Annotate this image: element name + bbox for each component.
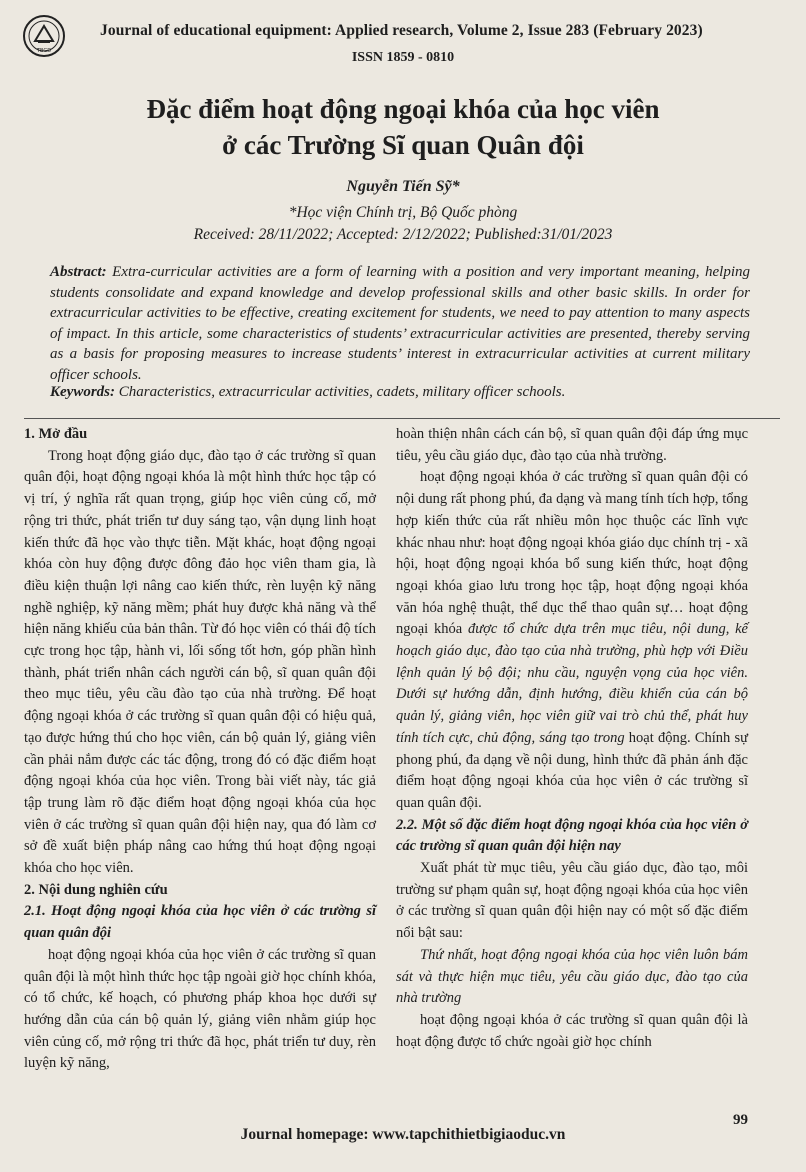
paragraph [396, 467, 748, 814]
subsection-heading-2-2: 2.2. Một số đặc điểm hoạt động ngoại khóa của học viên ở các trường sĩ quan quân đội hiện nay [396, 816, 748, 855]
abstract [50, 262, 750, 385]
abstract-text: Extra-curricular activities are a form of learning with a position and very important meaning, helping students consolidate and expand knowledge and develop professional skills and other basic skills. In order for extracurricular activities to be effective, creating excitement for students, we need to pay attention to many aspects of impact. In this article, some characteristics of students’ extracurricular activities are presented, thereby serving as a basis for proposing measures to increase students’ interest in extracurricular activities at current military officer schools. [50, 264, 751, 383]
keywords-text: Characteristics, extracurricular activities, cadets, military officer schools. [118, 384, 566, 400]
issn: ISSN 1859 - 0810 [351, 50, 455, 65]
section-heading-intro: 1. Mở đầu [24, 426, 88, 442]
right-column [396, 424, 748, 1053]
paragraph: hoạt động ngoại khóa ở các trường sĩ quan quân đội là hoạt động được tổ chức ngoài giờ học chính [396, 1011, 748, 1050]
journal-homepage: Journal homepage: www.tapchithietbigiaoduc.vn [240, 1126, 566, 1143]
paragraph-italic-text: được tổ chức dựa trên mục tiêu, nội dung, kế hoạch giáo dục, đào tạo của nhà trường, phù hợp với Điều lệnh quản lý bộ đội; nhu cầu, nguyện vọng của học viên. Dưới sự hướng dẫn, định hướng, điều khiển của cán bộ quản lý, giảng viên, học viên giữ vai trò chủ thể, phát huy tính tích cực, chủ động, sáng tạo trong [396, 621, 748, 746]
page-number: 99 [733, 1112, 748, 1128]
publication-dates: Received: 28/11/2022; Accepted: 2/12/2022; Published:31/01/2023 [193, 226, 613, 243]
left-column [24, 424, 376, 1075]
article-title-line2: ở các Trường Sĩ quan Quân đội [222, 130, 584, 160]
paragraph: Xuất phát từ mục tiêu, yêu cầu giáo dục, đào tạo, môi trường sư phạm quân sự, hoạt động ngoại khóa của học viên ở các trường sĩ quan quân đội hiện nay có một số đặc điểm nổi bật sau: [396, 860, 748, 942]
paragraph-text: hoạt động. Chính sự phong phú, đa dạng về nội dung, hình thức đã phản ánh đặc điểm hoạt động ngoại khóa của học viên ở các trường sĩ quan quân đội. [396, 729, 748, 811]
author: Nguyễn Tiến Sỹ* [346, 178, 460, 195]
journal-citation: Journal of educational equipment: Applied research, Volume 2, Issue 283 (February 2023) [100, 22, 703, 39]
affiliation: *Học viện Chính trị, Bộ Quốc phòng [288, 204, 518, 221]
keywords [50, 384, 750, 401]
section-heading-content: 2. Nội dung nghiên cứu [24, 881, 168, 898]
article-title-line1: Đặc điểm hoạt động ngoại khóa của học viên [146, 94, 660, 124]
keywords-label: Keywords: [50, 384, 115, 400]
divider [24, 418, 780, 419]
paragraph: hoàn thiện nhân cách cán bộ, sĩ quan quân đội đáp ứng mục tiêu, yêu cầu giáo dục, đào tạo của nhà trường. [396, 426, 748, 464]
paragraph: Trong hoạt động giáo dục, đào tạo ở các trường sĩ quan quân đội, hoạt động ngoại khóa là một hình thức học tập có vị trí, ý nghĩa rất quan trọng, giúp học viên củng cố, mở rộng tri thức, phát triển tư duy sáng tạo, vận dụng linh hoạt kiến thức đã học vào thực tiễn. Mặt khác, hoạt động ngoại khóa còn huy động được đông đảo học viên tham gia, là điều kiện thuận lợi nâng cao kiến thức, rèn luyện kỹ năng nghề nghiệp, kỹ năng mềm; phát huy được khả năng và thể hiện năng khiếu của bản thân. Từ đó học viên có thái độ tích cực trong học tập, hành vi, lối sống tốt hơn, góp phần hình thành, phát triển nhân cách người cán bộ, sĩ quan quân đội theo mục tiêu, yêu cầu đào tạo của nhà trường. Để hoạt động ngoại khóa ở các trường sĩ quan quân đội có hiệu quả, tạo được hứng thú cho học viên, cán bộ quản lý, giảng viên cần phải nắm được các tác động, trong đó có đặc điểm hoạt động ngoại khóa của học viên. Trong bài viết này, tác giả tập trung làm rõ đặc điểm hoạt động ngoại khóa của học viên ở các trường sĩ quan quân đội hiện nay, qua đó làm cơ sở đề xuất biện pháp nâng cao hứng thú hoạt động ngoại khóa cho học viên. [24, 447, 376, 877]
paragraph-text: hoạt động ngoại khóa ở các trường sĩ quan quân đội có nội dung rất phong phú, đa dạng và mang tính tích hợp, tổng hợp kiến thức của rất nhiều môn học thuộc các lĩnh vực khác nhau như: hoạt động ngoại khóa giáo dục chính trị - xã hội, hoạt động ngoại khóa bổ sung kiến thức, hoạt động ngoại khóa giao lưu trong học tập, hoạt động ngoại khóa văn hóa nghệ thuật, thể dục thể thao quân sự… hoạt động ngoại khóa [396, 469, 748, 638]
abstract-label: Abstract: [50, 264, 107, 280]
svg-text:TBGD: TBGD [36, 48, 52, 54]
paragraph: hoạt động ngoại khóa của học viên ở các trường sĩ quan quân đội là một hình thức học tập ngoài giờ học chính khóa, có tổ chức, kế hoạch, có phương pháp khoa học dưới sự hướng dẫn của cán bộ quản lý, giảng viên nhằm giúp học viên củng cố, mở rộng tri thức đã học, phát triển tư duy, rèn luyện kỹ năng, [24, 946, 376, 1072]
subsection-heading-2-1: 2.1. Hoạt động ngoại khóa của học viên ở các trường sĩ quan quân đội [24, 903, 376, 942]
paragraph-italic: Thứ nhất, hoạt động ngoại khóa của học viên luôn bám sát và thực hiện mục tiêu, yêu cầu giáo dục, đào tạo của nhà trường [396, 946, 748, 1007]
